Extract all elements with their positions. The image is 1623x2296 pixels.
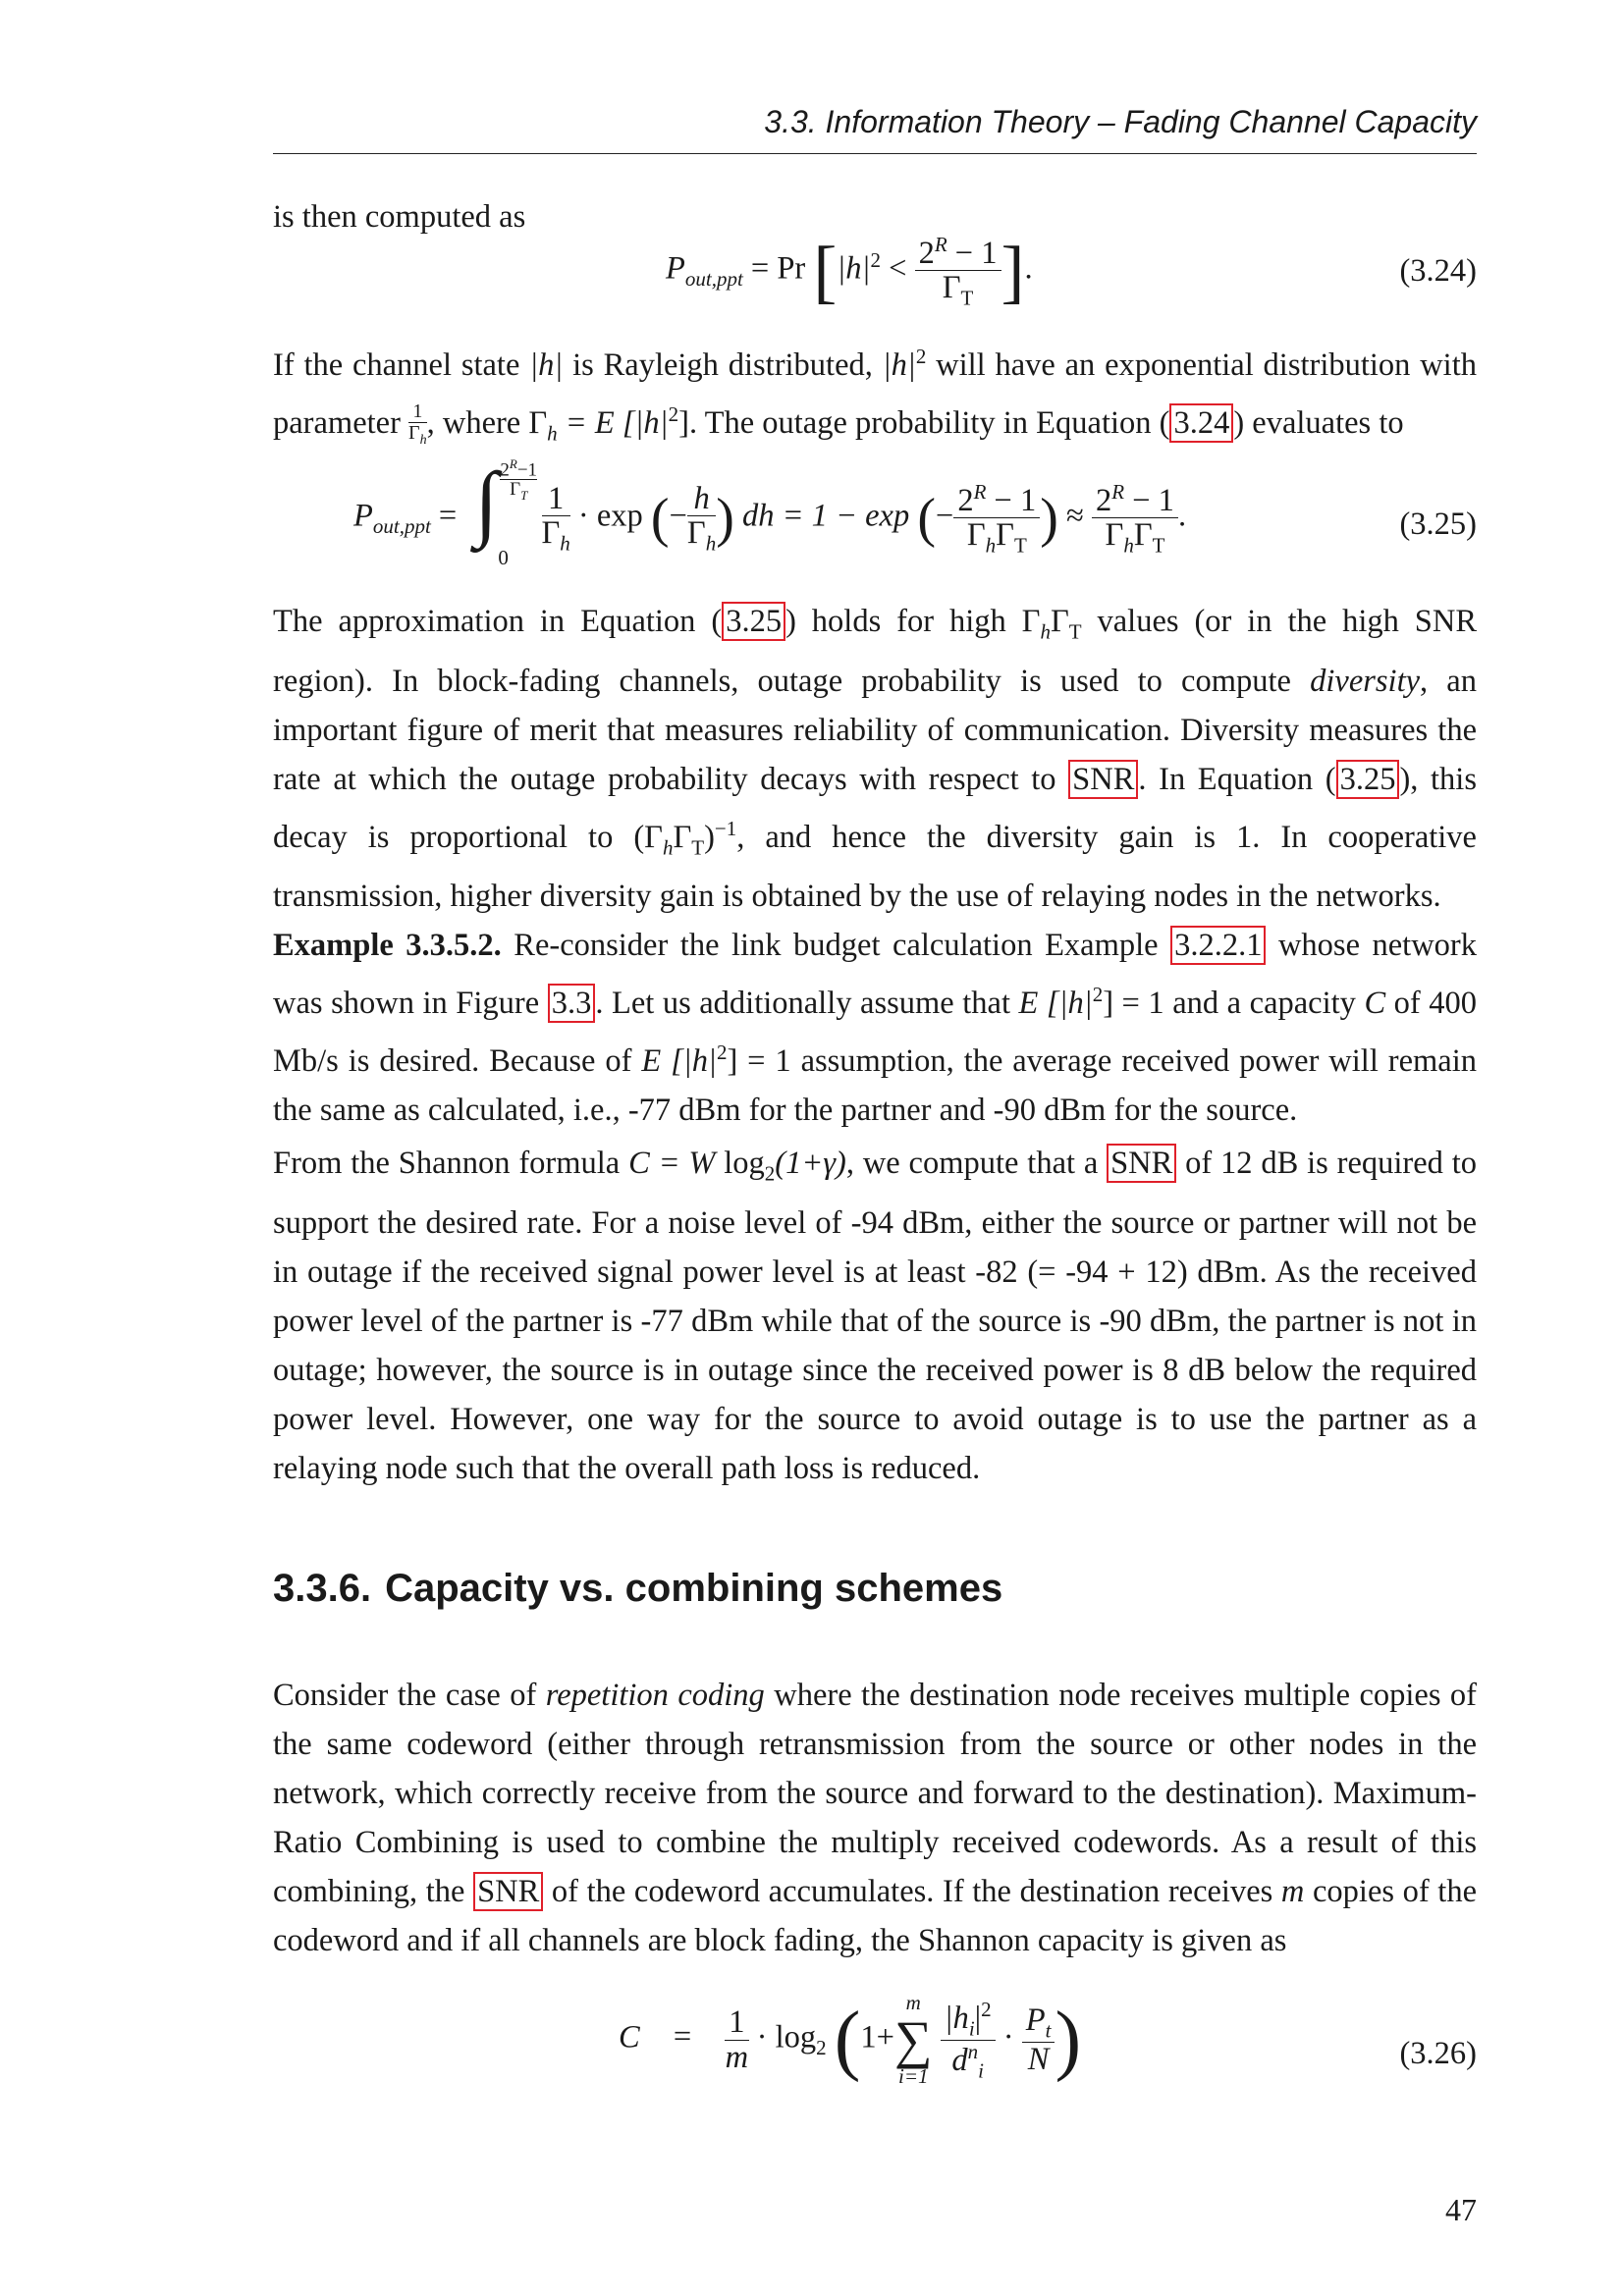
equation-3-25: $P_{out,ppt}$ = ∫ $2^R-1$ $\Gamma_T$ 0 $\frac{1}{\Gamma_h}$ · exp (− $\frac{h}{\Gamma_h}$ ) dh = 1 − exp (− $\frac{2^R - 1}{\Gamma_h\Gamma_T}$ ) ≈ $\frac{2^R - 1}{\Gamma_h\Gamma_T}$ . (3.25)	[353, 454, 1477, 569]
equation-3-26: C = $\frac{1}{m}$ · $\log_2 (1+$ m ∑ i=1 $\frac{|h_i|^2}{d^n_i}$ · $\frac{P_t}{N}$ ) (3.26)	[619, 1991, 1477, 2088]
paragraph-example: Example 3.3.5.2. Re-consider the link budget calculation Example 3.2.2.1 whose network was shown in Figure 3.3 . Let us additionally assume that E $[|h|^2] = 1$ and a capacity C of 400 Mb/s is desired. Because of E $[|h|^2] = 1$ assumption, the average received power will remain the same as calculated, i.e., -77 dBm for the partner and -90 dBm for the source.	[273, 928, 1478, 1128]
section-heading: 3.3.6. Capacity vs. combining schemes	[273, 1567, 1003, 1610]
glossary-link-snr[interactable]: SNR	[1068, 760, 1138, 799]
example-link-3-2-2-1[interactable]: 3.2.2.1	[1170, 926, 1266, 965]
paragraph-rayleigh: If the channel state |h| is Rayleigh distributed, $|h|^2$ will have an exponential distribution with parameter $\frac{1}{\Gamma_h}$ , where $\Gamma_h = E$ $[|h|^2]$. The outage probability in Equation ( 3.24 ) evaluates to	[273, 345, 1477, 449]
equation-link-3-25-b[interactable]: 3.25	[1336, 760, 1400, 799]
equation-link-3-24[interactable]: 3.24	[1169, 403, 1233, 443]
intro-text: is then computed as	[273, 199, 526, 235]
figure-link-3-3[interactable]: 3.3	[548, 984, 596, 1023]
paragraph-approximation: The approximation in Equation ( 3.25 ) holds for high $\Gamma_h\Gamma_T$ values (or in the high SNR region). In block-fading channels, outage probability is used to compute diversity, an important figure of merit that measures reliability of communication. Diversity measures the rate at which the outage probability decays with respect to SNR . In Equation ( 3.25 ), this decay is proportional to $(\Gamma_h\Gamma_T)^{-1}$, and hence the diversity gain is 1. In cooperative transmission, higher diversity gain is obtained by the use of relaying nodes in the networks.	[273, 604, 1478, 914]
running-header: 3.3. Information Theory – Fading Channel Capacity	[273, 102, 1477, 154]
glossary-link-snr-2[interactable]: SNR	[1107, 1144, 1176, 1183]
glossary-link-snr-3[interactable]: SNR	[473, 1872, 543, 1911]
equation-number-3-26: (3.26)	[1399, 2036, 1477, 2071]
equation-number-3-24: (3.24)	[1399, 253, 1477, 289]
paragraph-shannon: From the Shannon formula C = W $\log_2(1+\gamma)$, we compute that a SNR of 12 dB is required to support the desired rate. For a noise level of -94 dBm, either the source or partner will not be in outage if the received signal power level is at least -82 (= -94 + 12) dBm. As the received power level of the partner is -77 dBm while that of the source is -90 dBm, the partner is not in outage; however, the source is in outage since the received power is 8 dB below the required power level. However, one way for the source to avoid outage is to use the partner as a relaying node such that the overall path loss is reduced.	[273, 1146, 1478, 1486]
paragraph-repetition-coding: Consider the case of repetition coding where the destination node receives multiple copies of the same codeword (either through retransmission from the source or other nodes in the network, which correctly receive from the source and forward to the destination). Maximum-Ratio Combining is used to combine the multiply received codewords. As a result of this combining, the SNR of the codeword accumulates. If the destination receives m copies of the codeword and if all channels are block fading, the Shannon capacity is given as	[273, 1678, 1478, 1958]
equation-link-3-25[interactable]: 3.25	[722, 602, 785, 641]
page-number: 47	[1445, 2192, 1477, 2227]
equation-number-3-25: (3.25)	[1399, 507, 1477, 542]
equation-3-24: $P_{out,ppt} = Pr$ [$|h|^2$ < $\frac{2^R - 1}{\Gamma_T}$ ]. (3.24)	[666, 232, 1477, 311]
